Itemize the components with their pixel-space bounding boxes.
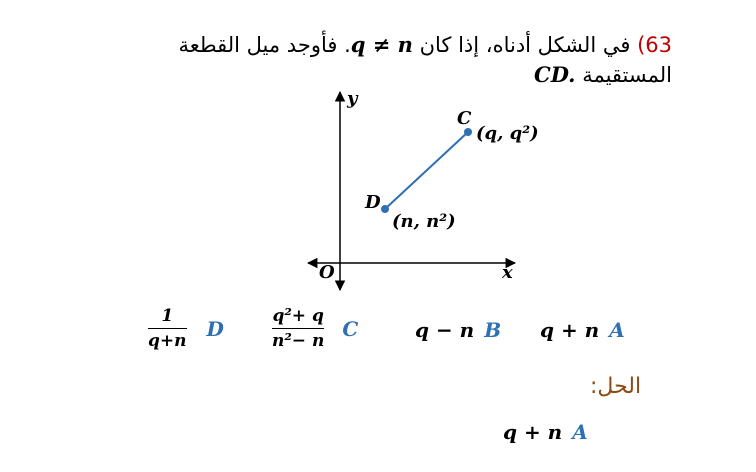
choice-d-numerator: 1 [161, 306, 174, 326]
solution-answer-letter: A [572, 420, 588, 444]
question-text-after: . فأوجد ميل القطعة المستقيمة [178, 33, 672, 87]
choice-a-expr: q + n [540, 318, 600, 342]
choice-b[interactable] [415, 318, 501, 342]
question-text [140, 30, 672, 90]
question-number: 63) [637, 33, 672, 57]
choice-b-expr: q − n [415, 318, 475, 342]
point-d-label: D [365, 192, 381, 213]
choice-a-letter: A [609, 318, 625, 342]
solution-answer [503, 420, 588, 444]
origin-label: O [319, 262, 335, 283]
point-c-coords: (q, q²) [476, 123, 539, 144]
question-text-before: في الشكل أدناه، إذا كان [419, 33, 631, 57]
choice-b-letter: B [484, 318, 502, 342]
coordinate-graph [270, 88, 570, 298]
choice-d-letter: D [206, 316, 224, 341]
choice-c-letter: C [342, 316, 359, 341]
choice-c-denominator: n²− n [272, 331, 325, 351]
choice-c-fraction [272, 306, 324, 351]
point-c [464, 128, 472, 136]
choice-a[interactable] [540, 318, 625, 342]
choice-c[interactable] [272, 306, 358, 351]
point-d-coords: (n, n²) [392, 211, 456, 232]
choice-d-denominator: q+n [148, 331, 187, 351]
solution-answer-expr: q + n [503, 420, 563, 444]
condition-expr: q ≠ n [350, 32, 413, 57]
choice-c-numerator: q²+ q [272, 306, 324, 326]
point-c-label: C [457, 108, 472, 129]
choice-d-fraction [148, 306, 187, 351]
choice-d[interactable] [148, 306, 224, 351]
segment-name: CD. [534, 62, 576, 87]
point-d [381, 205, 389, 213]
segment-cd [385, 132, 468, 209]
y-axis-label: y [347, 88, 358, 109]
solution-label: الحل: [590, 374, 642, 399]
x-axis-label: x [502, 262, 513, 283]
